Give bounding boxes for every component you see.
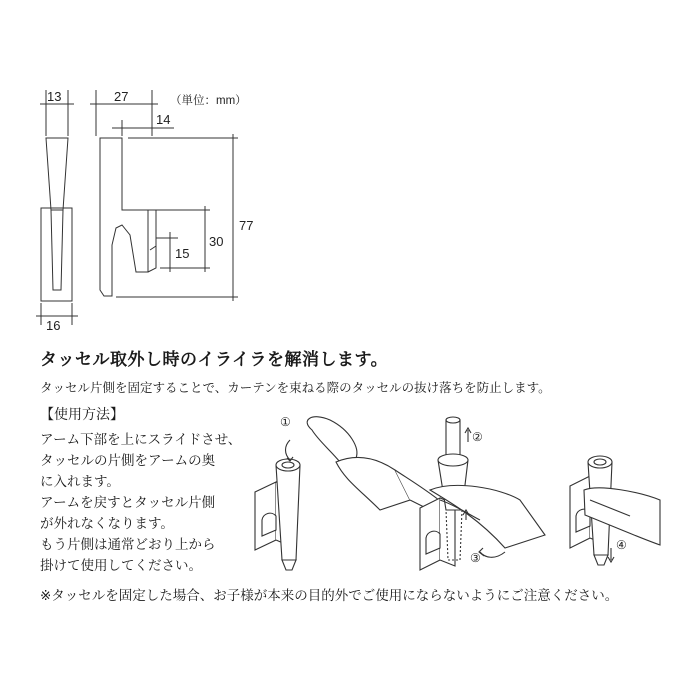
- usage-step-line: 掛けて使用してください。: [40, 558, 202, 574]
- usage-step-line: もう片側は通常どおり上から: [40, 537, 216, 553]
- usage-title: 【使用方法】: [40, 407, 124, 423]
- dim-front-width: 27: [114, 89, 129, 104]
- step-marker-3: ③: [470, 551, 481, 565]
- unit-label: （単位：mm）: [170, 95, 247, 107]
- usage-step-line: タッセルの片側をアームの奥: [40, 453, 216, 469]
- usage-step-line: アームを戻すとタッセル片側: [40, 495, 216, 511]
- dim-notch-width: 14: [156, 112, 171, 127]
- dim-side-top: 13: [47, 89, 62, 104]
- dim-total-height: 77: [239, 218, 254, 233]
- headline: タッセル取外し時のイライラを解消します。: [40, 350, 389, 370]
- usage-step-line: が外れなくなります。: [40, 516, 174, 532]
- dim-slot-height: 15: [175, 246, 190, 261]
- dim-side-bottom: 16: [46, 318, 61, 333]
- usage-step-line: アーム下部を上にスライドさせ、: [40, 432, 242, 448]
- step-marker-4: ④: [616, 538, 627, 552]
- figure-step-3: [570, 456, 660, 565]
- dim-arm-height: 30: [209, 234, 224, 249]
- description: タッセル片側を固定することで、カーテンを束ねる際のタッセルの抜け落ちを防止します。: [40, 380, 551, 395]
- step-marker-1: ①: [280, 415, 291, 429]
- figure-step-1: [255, 417, 445, 570]
- caution-note: ※タッセルを固定した場合、お子様が本来の目的外でご使用にならないようにご注意ください。: [40, 588, 619, 604]
- step-marker-2: ②: [472, 430, 483, 444]
- usage-step-line: に入れます。: [40, 474, 120, 490]
